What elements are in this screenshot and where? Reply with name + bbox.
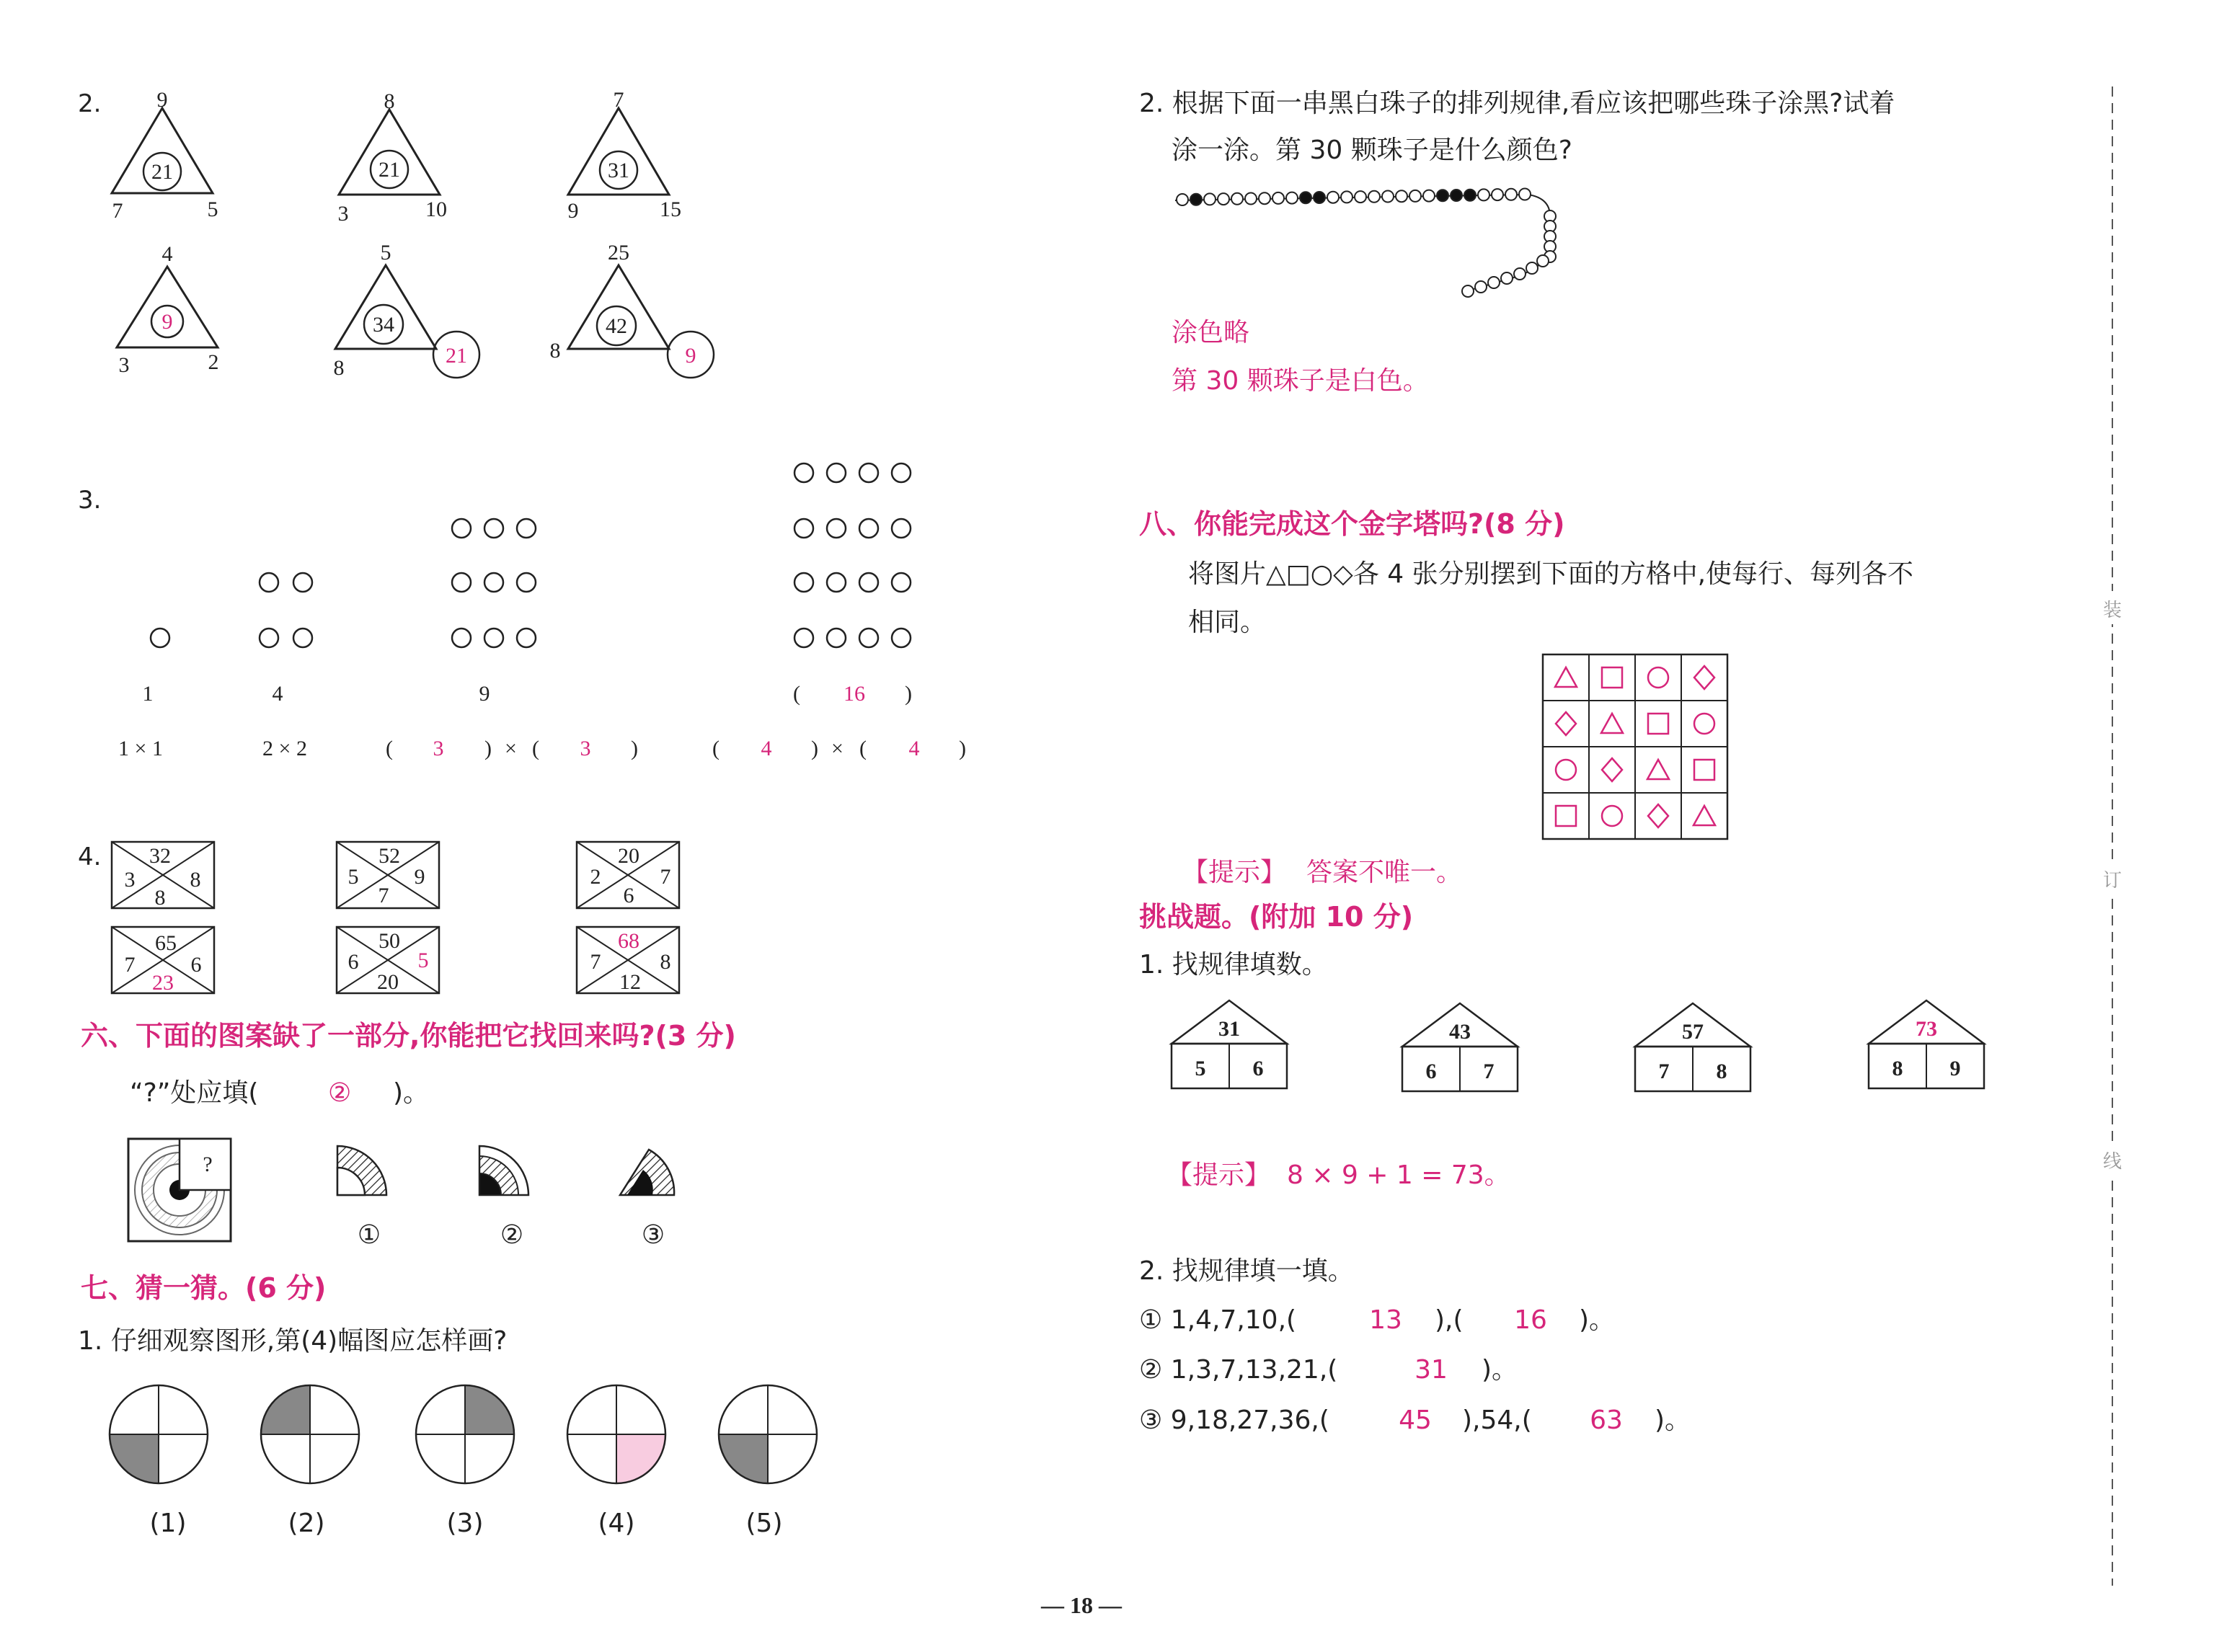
grid-shape-3-3	[1694, 806, 1715, 825]
svg-text:): )	[811, 737, 818, 760]
bead	[1451, 190, 1462, 201]
margin-char-3: 线	[2102, 1151, 2122, 1173]
svg-text:(: (	[386, 737, 393, 760]
tri3-right: 15	[660, 197, 681, 221]
challenge-q2: 2. 找规律填一填。	[1139, 1256, 1354, 1286]
bead	[1501, 272, 1513, 284]
grid-shape-3-0	[1556, 806, 1576, 826]
svg-text:): )	[484, 737, 492, 760]
grid-shape-3-1	[1602, 806, 1622, 826]
svg-text:2: 2	[590, 865, 601, 889]
page-number: — 18 —	[1041, 1592, 1122, 1618]
bead	[1327, 192, 1339, 203]
svg-text:),54,(: ),54,(	[1462, 1405, 1532, 1435]
svg-text:65: 65	[155, 931, 177, 955]
triangle-4	[117, 242, 219, 377]
bead	[1464, 190, 1476, 201]
tri6-left: 8	[549, 339, 561, 363]
svg-text:43: 43	[1449, 1020, 1471, 1044]
bead	[1478, 189, 1489, 200]
svg-text:7: 7	[1658, 1060, 1670, 1083]
svg-text:3: 3	[580, 737, 591, 760]
expr-4	[712, 737, 966, 760]
bead	[1396, 190, 1407, 202]
bead	[1437, 190, 1448, 201]
tri5-top: 5	[380, 241, 391, 265]
sequence-2	[1139, 1355, 1518, 1385]
svg-text:6: 6	[1252, 1057, 1264, 1080]
circle-label-3: (3)	[446, 1509, 484, 1538]
count-16-open: (	[793, 682, 800, 706]
svg-text:① 1,4,7,10,(: ① 1,4,7,10,(	[1139, 1305, 1297, 1335]
house-2	[1402, 1003, 1518, 1091]
q2-label: 2.	[78, 89, 102, 118]
count-4: 4	[272, 682, 283, 706]
bead	[1475, 281, 1487, 293]
grid-shape-1-0	[1556, 712, 1576, 735]
bead	[1190, 194, 1202, 205]
bead	[1514, 268, 1526, 280]
bead	[1245, 193, 1257, 205]
option-3-shape[interactable]	[620, 1150, 674, 1195]
section-6-title: 六、下面的图案缺了一部分,你能把它找回来吗?(3 分)	[81, 1020, 736, 1052]
circle-pattern-4	[260, 573, 312, 647]
svg-text:(: (	[532, 737, 539, 760]
sequence-3	[1139, 1405, 1691, 1435]
margin-char-2: 订	[2102, 870, 2122, 892]
svg-text:8: 8	[1716, 1060, 1727, 1083]
question-mark: ?	[203, 1153, 213, 1176]
svg-text:③ 9,18,27,36,(: ③ 9,18,27,36,(	[1139, 1405, 1329, 1435]
tri2-right: 10	[425, 197, 447, 221]
svg-text:7: 7	[590, 950, 601, 974]
bead	[1231, 193, 1243, 205]
grid-shape-1-1	[1601, 714, 1623, 733]
bead	[1423, 190, 1435, 202]
circle-pattern-9	[452, 519, 536, 647]
challenge-hint: 8 × 9 + 1 = 73。	[1287, 1160, 1510, 1190]
svg-text:7: 7	[378, 884, 389, 907]
sec6-answer: ②	[328, 1078, 352, 1108]
svg-text:45: 45	[1399, 1405, 1432, 1435]
svg-text:68: 68	[618, 929, 639, 953]
tri4-right: 2	[208, 350, 219, 374]
circle-pattern-16	[794, 463, 911, 647]
svg-text:32: 32	[149, 844, 171, 868]
quadrant-circle-5	[719, 1385, 817, 1483]
beads-answer-2: 第 30 颗珠子是白色。	[1172, 366, 1429, 396]
svg-text:23: 23	[152, 971, 174, 995]
triangle-5	[334, 241, 480, 380]
count-16-close: )	[905, 682, 912, 706]
svg-text:3: 3	[124, 868, 136, 892]
svg-text:6: 6	[347, 950, 359, 974]
sec6-prompt-end: )。	[393, 1078, 430, 1108]
beads-answer-1: 涂色略	[1172, 318, 1250, 347]
triangle-2	[338, 89, 448, 226]
svg-text:52: 52	[378, 844, 400, 868]
svg-text:57: 57	[1682, 1020, 1704, 1044]
svg-text:5: 5	[417, 949, 429, 972]
bead	[1314, 192, 1325, 203]
bead	[1259, 192, 1270, 204]
count-1: 1	[142, 682, 154, 706]
tri1-center: 21	[151, 160, 173, 184]
q3-label: 3.	[78, 486, 102, 515]
tri5-left: 8	[333, 356, 345, 380]
sequence-1	[1139, 1305, 1615, 1335]
sec8-hint-label: 【提示】	[1182, 858, 1287, 887]
xbox-5	[337, 927, 439, 994]
svg-text:7: 7	[660, 865, 671, 889]
grid-shape-2-3	[1694, 760, 1714, 780]
triangle-1	[112, 88, 218, 223]
sec6-prompt: “?”处应填(	[130, 1078, 259, 1108]
count-16-answer: 16	[844, 682, 865, 706]
svg-text:7: 7	[1483, 1060, 1495, 1083]
svg-text:),(: ),(	[1435, 1305, 1464, 1335]
svg-text:4: 4	[908, 737, 920, 760]
bead	[1177, 194, 1188, 205]
circle-label-4: (4)	[598, 1509, 635, 1538]
tri4-center-answer: 9	[161, 310, 173, 334]
bead	[1341, 191, 1352, 203]
bead	[1272, 192, 1284, 204]
tri2-top: 8	[384, 89, 395, 113]
section-8-title: 八、你能完成这个金字塔吗?(8 分)	[1139, 508, 1565, 540]
svg-text:×: ×	[505, 737, 517, 760]
xbox-6	[577, 927, 679, 994]
svg-text:)。: )。	[1655, 1405, 1691, 1435]
bead-string	[1175, 189, 1556, 298]
tri1-right: 5	[207, 197, 218, 221]
svg-text:)。: )。	[1579, 1305, 1616, 1335]
bead	[1462, 285, 1474, 297]
triangle-6	[550, 241, 714, 378]
missing-pattern-figure	[128, 1139, 231, 1241]
svg-text:6: 6	[190, 953, 202, 977]
grid-shape-2-2	[1647, 760, 1669, 779]
svg-text:31: 31	[1218, 1017, 1240, 1041]
bead	[1218, 193, 1229, 205]
svg-text:5: 5	[347, 865, 359, 889]
svg-text:8: 8	[660, 950, 671, 974]
bead	[1488, 277, 1500, 288]
svg-text:): )	[959, 737, 966, 760]
option-1-shape[interactable]	[337, 1146, 386, 1195]
tri3-center: 31	[608, 159, 629, 182]
margin-char-1: 装	[2102, 600, 2122, 621]
svg-text:5: 5	[1195, 1057, 1206, 1080]
svg-text:9: 9	[1949, 1057, 1961, 1080]
tri6-right-answer: 9	[685, 344, 696, 368]
tri3-top: 7	[613, 88, 624, 112]
tri4-top: 4	[161, 242, 173, 266]
option-1-label: ①	[357, 1220, 381, 1250]
tri6-top: 25	[608, 241, 629, 265]
circle-label-2: (2)	[288, 1509, 325, 1538]
option-2-shape[interactable]	[479, 1146, 528, 1195]
svg-text:16: 16	[1514, 1305, 1547, 1335]
svg-text:3: 3	[433, 737, 444, 760]
svg-text:8: 8	[154, 886, 166, 910]
svg-text:(: (	[712, 737, 720, 760]
section-7-title: 七、猜一猜。(6 分)	[81, 1272, 327, 1304]
circle-pattern-1	[151, 629, 169, 647]
tri1-top: 9	[156, 88, 168, 112]
circle-label-5: (5)	[745, 1509, 783, 1538]
svg-text:7: 7	[124, 953, 136, 977]
svg-text:12: 12	[619, 970, 641, 994]
svg-text:×: ×	[831, 737, 844, 760]
bead	[1204, 193, 1216, 205]
bead	[1409, 190, 1421, 202]
svg-text:31: 31	[1414, 1355, 1448, 1385]
quadrant-circle-3	[416, 1385, 514, 1483]
xbox-1	[112, 842, 214, 910]
q4-label: 4.	[78, 843, 102, 871]
grid-shape-1-3	[1694, 714, 1714, 734]
bead	[1526, 262, 1538, 274]
bead	[1286, 192, 1298, 204]
svg-text:50: 50	[378, 929, 400, 953]
xbox-4	[112, 927, 214, 995]
sec7-q1: 1. 仔细观察图形,第(4)幅图应怎样画?	[78, 1326, 508, 1356]
option-3-label: ③	[641, 1220, 665, 1250]
svg-text:(: (	[859, 737, 867, 760]
expr-1: 1 × 1	[118, 737, 163, 760]
svg-text:8: 8	[190, 868, 201, 892]
svg-text:20: 20	[618, 844, 639, 868]
svg-text:② 1,3,7,13,21,(: ② 1,3,7,13,21,(	[1139, 1355, 1338, 1385]
house-3	[1635, 1003, 1750, 1091]
count-9: 9	[479, 682, 490, 706]
challenge-q1: 1. 找规律填数。	[1139, 950, 1328, 980]
svg-text:9: 9	[414, 865, 425, 889]
grid-shape-0-3	[1694, 666, 1714, 689]
tri5-right-answer: 21	[446, 344, 467, 368]
quadrant-circle-2	[261, 1385, 359, 1483]
svg-text:4: 4	[761, 737, 772, 760]
challenge-hint-label: 【提示】	[1166, 1160, 1271, 1190]
svg-text:73: 73	[1916, 1017, 1937, 1041]
circle-label-1: (1)	[149, 1509, 187, 1538]
house-4	[1869, 1000, 1984, 1088]
svg-text:20: 20	[377, 970, 399, 994]
tri6-center: 42	[606, 314, 627, 338]
expr-3	[386, 737, 638, 760]
svg-text:6: 6	[623, 884, 634, 907]
tri2-left: 3	[337, 202, 349, 226]
beads-question-line1: 2. 根据下面一串黑白珠子的排列规律,看应该把哪些珠子涂黑?试着	[1139, 89, 1895, 118]
triangle-3	[568, 88, 682, 223]
expr-2: 2 × 2	[262, 737, 307, 760]
grid-shape-0-1	[1602, 667, 1622, 688]
option-2-label: ②	[500, 1220, 524, 1250]
grid-shape-2-0	[1556, 760, 1576, 780]
sec8-line2: 相同。	[1188, 608, 1267, 637]
bead	[1355, 191, 1366, 203]
xbox-2	[337, 842, 439, 908]
svg-text:63: 63	[1590, 1405, 1623, 1435]
bead	[1382, 191, 1394, 203]
bead	[1368, 191, 1380, 203]
grid-shape-0-0	[1555, 667, 1577, 687]
tri1-left: 7	[112, 199, 123, 223]
xbox-3	[577, 842, 679, 908]
tri5-center: 34	[373, 313, 394, 337]
bead	[1537, 255, 1549, 267]
house-1	[1172, 1000, 1287, 1088]
grid-shape-3-2	[1648, 804, 1668, 827]
sec8-line1: 将图片△□○◇各 4 张分别摆到下面的方格中,使每行、每列各不	[1188, 559, 1914, 589]
grid-shape-0-2	[1648, 667, 1668, 688]
quadrant-circle-1	[110, 1385, 208, 1483]
shape-grid	[1543, 654, 1727, 839]
challenge-title: 挑战题。(附加 10 分)	[1139, 901, 1414, 933]
svg-text:8: 8	[1892, 1057, 1903, 1080]
svg-text:): )	[631, 737, 638, 760]
grid-shape-2-1	[1602, 758, 1622, 781]
tri2-center: 21	[378, 158, 400, 182]
bead	[1492, 189, 1503, 200]
bead	[1519, 189, 1531, 200]
tri3-left: 9	[567, 199, 579, 223]
sec8-hint: 答案不唯一。	[1306, 858, 1463, 887]
quadrant-circle-4-answer	[567, 1385, 665, 1483]
svg-text:)。: )。	[1482, 1355, 1518, 1385]
beads-question-line2: 涂一涂。第 30 颗珠子是什么颜色?	[1172, 136, 1572, 165]
bead	[1505, 189, 1517, 200]
bead	[1300, 192, 1311, 203]
grid-shape-1-2	[1648, 714, 1668, 734]
svg-text:13: 13	[1369, 1305, 1402, 1335]
tri4-left: 3	[118, 353, 130, 377]
svg-text:6: 6	[1425, 1060, 1437, 1083]
